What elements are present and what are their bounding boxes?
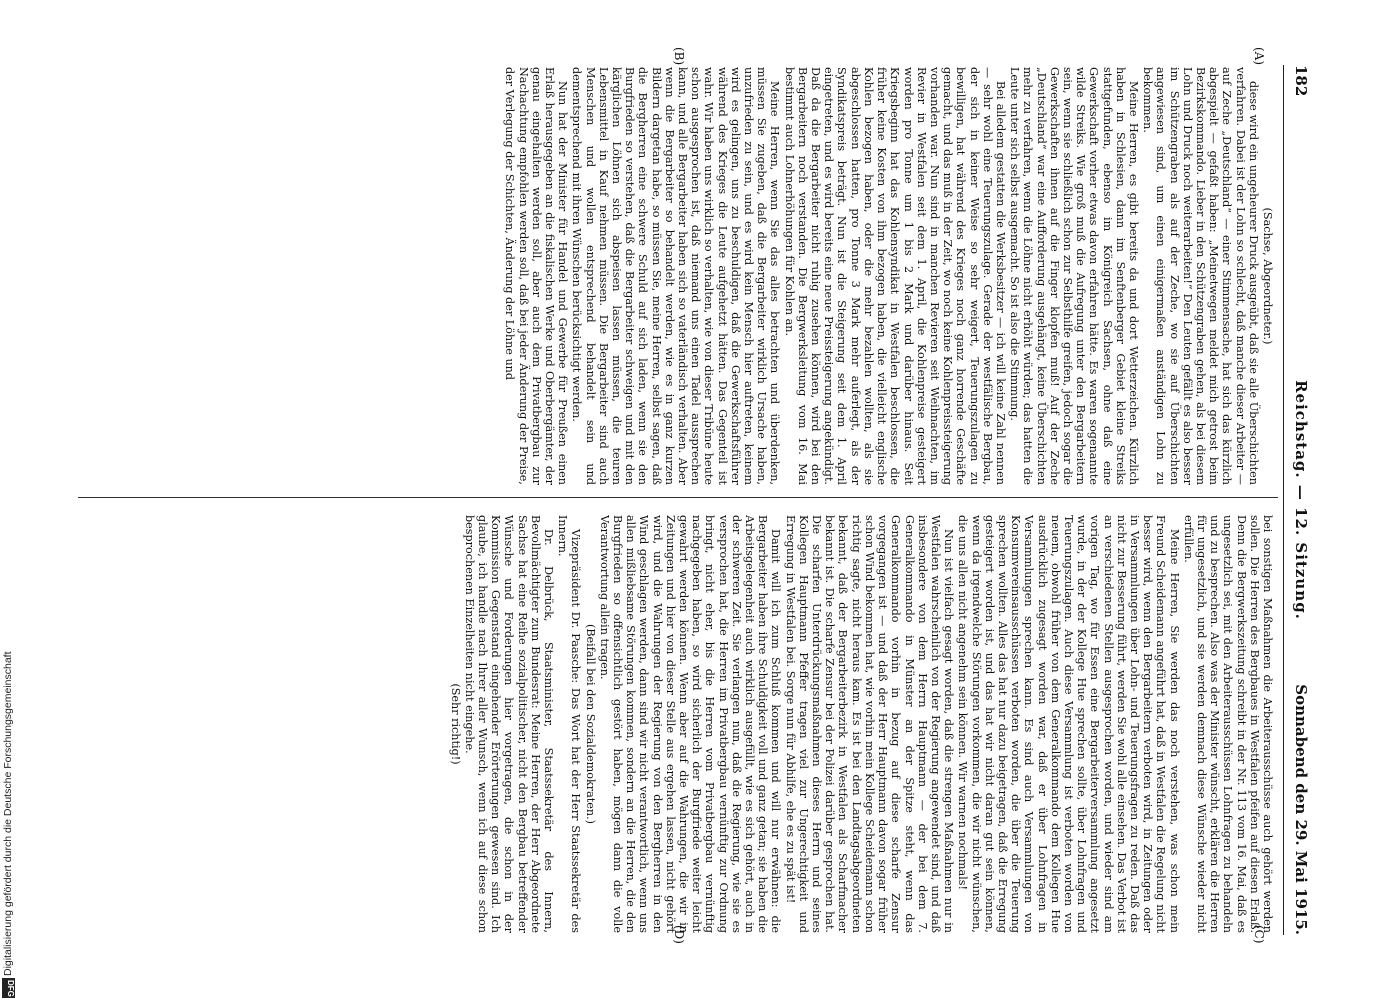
column-divider: [78, 497, 1278, 498]
paragraph: Nun hat der Minister für Handel und Gewerbe für Preußen einen Erlaß herausgegeben an die fiskalischen Werke und Oberbergämter, der genau eingehalten werden soll, aber auch dem Privatbergbau zur Nachachtung empfohlen werden soll, daß bei jeder Änderung der Preise, der Verlegung der Schichten, Änderung der Löhne und: [503, 67, 570, 485]
paragraph: Meine Herren, es gibt bereits da und dort Wetterzeichen. Kürzlich haben in Schlesien, dann im Senftenberger Gebiet kleine Streiks stattgefunden, ebenso im Königreich Sachsen, ohne daß eine Gewerkschaft vorher etwas davon erfahren hätte. Es waren sogenannte wilde Streiks. Wie groß muß die Aufregung unter den Bergarbeitern sein, wenn sie schließlich schon zur Selbsthilfe greifen, jedoch sogar die Gewerkschaften ihnen auf die Finger klopfen muß! Auf der Zeche „Deutschland“ war eine Aufforderung ausgehängt, keine Überschichten mehr zu verfahren, wenn die Löhne nicht erhöht würden; das hatten die Leute unter sich selbst ausgemacht. So ist also die Stimmung.: [1008, 67, 1140, 485]
credit-text: Digitalisierung gefördert durch die Deutsche Forschungsgemeinschaft: [2, 651, 14, 976]
paragraph: Bei alledem gestatten die Werksbesitzer — ich will keine Zahl nennen — sehr wohl eine Teuerungszulage. Gerade der westfälische Bergbau, der sich in keiner Weise so sehr weigert, Teuerungszulagen zu bewilligen, hat während des Krieges noch ganz horrende Geschäfte gemacht, und das muß in der Zeit, wo noch keine Kohlenpreissteigerung vorhanden war. Nun sind in manchen Revieren seit Weihnachten, im Revier in Westfalen seit dem 1. April, die Kohlenpreise gesteigert worden pro Tonne um 1 bis 2 Mark und darüber hinaus. Seit Kriegsbeginn hat das Kohlensyndikat in Westfalen beschlossen, die früher keine Kosten von ihm bezogen haben, die vielleicht englische Kohlen bezogen haben, oder die mehr bezahlen wollten, als sie abgeschlossen hatten, pro Tonne 3 Mark mehr auferlegt, als der Syndikatspreis beträgt. Nun ist die Steigerung seit dem 1. April eingetreten, und es wird bereits eine neue Preissteigerung angekündigt. Daß da die Bergarbeiter nicht ruhig zusehen können, wird bei den Bergarbeitern noch verstanden. Die Bergwerksleitung vom 16. Mai bestimmt auch Lohnerhöhungen für Kohlen an.: [782, 67, 1007, 485]
dfg-logo: DFG: [2, 978, 15, 998]
dfg-credit-strip: [0, 606, 16, 998]
session-date: Sonnabend den 29. Mai 1915.: [1292, 684, 1310, 935]
applause-note: (Beifall bei den Sozialdemokraten.): [583, 623, 597, 825]
right-text-column: [84, 515, 1274, 933]
header-rule: [1283, 65, 1284, 935]
vice-president-remark: Vizepräsident Dr. Paasche: Das Wort hat der Herr Staatssekretär des Innern.: [556, 515, 583, 933]
margin-letter-d: (D): [672, 925, 686, 944]
left-text-column: [94, 67, 1274, 485]
paragraph: Damit will ich zum Schluß kommen und will nur erwähnen: die Bergarbeiter haben ihre Schuldigkeit voll und ganz getan; sie haben die Arbeitsgelegenheit auch wirklich ausgefüllt, wie es sich gehört, auch in der schweren Zeit. Sie verlangen nun, daß die Regierung, wie sie es versprochen hat, die Herren im Privatbergbau vernünftig zur Ordnung bringt, nicht eher, bis die Herren vom Privatbergbau vernünftig nachgegeben haben, so wird sicherlich der Burgfriede weiter leicht gewahrt werden können. Wenn aber auf die Wahrungen, die wir in Zeitungen und hier von dieser Stelle aus ergehen lassen, nicht gehört wird, und die Wahrungen der Regierung von den Bergherren in den Wind geschlagen werden, dann sind wir nicht verantwortlich, wenn uns allen mißliebsame Störungen kommen, sondern an die Herren, die den Burgfrieden so offensichtlich gestört haben, mögen dann die volle Verantwortung allein tragen.: [597, 515, 783, 933]
paragraph: Meine Herren, Sie werden das noch verstehen, was schon mein Freund Scheidemann angeführt hat, daß in Westfalen die Regelung nicht besser wird, wenn den Bergarbeitern verboten wird, in Zeitungen oder in Versammlungen über Lohn- und Teuerungsfragen zu reden. Daß das nicht zur Besserung führt, werden Sie wohl alle einsehen. Das Verbot ist an verschiedenen Stellen ausgesprochen worden, und wieder sind am vorigen Tag, wo für Essen eine Bergarbeiterversammlung angesetzt wurde, in der der Kollege Hue sprechen sollte, über Lohnfragen und Teuerungszulagen. Auch diese Versammlung ist verboten worden von neuem, obwohl früher von dem Generalkommando dem Kollegen Hue ausdrücklich zugesagt worden war, daß er über Lohnfragen in Versammlungen sprechen kann. Es sind auch Versammlungen von Konsumvereinsausschüssen verboten worden, die über die Teuerung sprechen wollten. Alles das hat nur dazu beigetragen, daß die Erregung gesteigert worden ist, und das hat wir nicht daran gut sein können, wenn da irgendwelche Störungen vorkommen, die wir nicht wünschen, die uns allen nicht angenehm sein können. Wir warnen nochmals!: [956, 515, 1181, 933]
margin-letter-b: (B): [672, 47, 686, 66]
margin-letter-a: (A): [1252, 47, 1266, 66]
page-number: 182: [1292, 65, 1310, 97]
paragraph: Meine Herren, wenn Sie das alles betrachten und überdenken, müssen Sie zugeben, daß die Bergarbeiter wirklich Ursache haben, unzufrieden zu sein, und es wird kein Mensch hier auftreten, keinem wird es gelingen, uns zu beschuldigen, daß die Gewerkschaftsführer während des Krieges die Leute aufgehetzt hätten. Das Gegenteil ist wahr. Wir haben uns wirklich so verhalten, wie von dieser Tribüne heute schon ausgesprochen ist, daß niemand uns einen Tadel aussprechen kann, und alle Bergarbeiter haben sich so vaterländisch verhalten. Aber wenn die Bergarbeiter so behandelt werden, wie es in ganz kurzen Bildern dargetan habe, so müssen Sie, meine Herren, selbst sagen, daß die Bergherren eine schwere Schuld auf sich laden, wenn sie den Burgfrieden so verstehen, daß die Bergarbeiter schweigen und mit den kärglichen Löhnen sich abspeisen lassen müssen, die teuren Lebensmittel in Kauf nehmen müssen. Die Bergarbeiter sind auch Menschen und wollen entsprechend behandelt sein und dementsprechend mit ihren Wünschen berücksichtigt werden.: [570, 67, 782, 485]
rotated-document-page: [68, 45, 1318, 955]
page-header: [1284, 65, 1310, 935]
applause-note: (Sehr richtig!): [448, 683, 462, 765]
page-title: Reichstag. — 12. Sitzung.: [1292, 380, 1310, 620]
delbrueck-speech: Dr. Delbrück, Staatsminister, Staatssekretär des Innern, Bevollmächtigter zum Bundesrat: Meine Herren, der Herr Abgeordnete Sachse hat eine Reihe sozialpolitischer, nicht den Bergbau betreffender Wünsche und Forderungen hier vorgetragen, die schon in der Kommission Gegenstand eingehender Erörterungen gewesen sind. Ich glaube, ich handle nach Ihrer aller Wunsch, wenn ich auf diese schon besprochenen Einzelheiten nicht eingehe.: [462, 515, 556, 933]
speaker-line: (Sachse, Abgeordneter.): [1261, 207, 1274, 345]
paragraph: Nun ist vielfach gesagt worden, daß die strengen Maßnahmen nur in Westfalen wahrscheinlich von der Regierung angewendet sind, und daß insbesondere von dem Herrn Hauptmann — der bei dem 7. Generalkommando in Münster an der Spitze steht, wenn das Generalkommando vorhin in bezug auf diese scharfe Zensur vorgegangen ist — und daß der Herr Hauptmann davon sogar früher schon Wind bekommen hat, wie vorhin mein Kollege Scheidemann schon richtig sagte, nicht heraus kam. Es ist bei den Landtagsabgeordneten bekannt, daß der Bergarbeiterbezirk in Westfalen als Scharfmacher bekannt ist. Die scharfe Zensur bei der Polizei darüber gesprochen hat. Die scharfen Unterdrückungsmaßnahmen dieses Herrn und seines Kollegen Hauptmann Pfeffer tragen viel zur Ungerechtigkeit und Erregung in Westfalen bei. Sorge nun für Abhilfe, ehe es zu spät ist!: [783, 515, 956, 933]
paragraph: bei sonstigen Maßnahmen die Arbeiterausschüsse auch gehört werden sollen. Die Herren des Bergbaues in Westfalen pfeifen auf diesen Erlaß. Denn die Bergwerkszeitung schreibt in der Nr. 113 vom 16. Mai, daß es ungesetzlich sei, mit den Arbeiterausschüssen Lohnfragen zu behandeln und zu besprechen. Also was der Minister wünscht, erklären die Herren für ungesetzlich, und sie werden demnach diese Wünsche wieder nicht erfüllen.: [1181, 515, 1274, 933]
margin-letter-c: (C): [1252, 925, 1266, 944]
paragraph: diese wird ein ungeheurer Druck ausgeübt, daß sie alle Überschichten verfahren. Dabei ist der Lohn so schlecht, daß manche dieser Arbeiter — auf Zeche „Deutschland“ — einer Stimmensache, hat sich das kürzlich abgespielt — gefaßt haben: „Meinetwegen meldet mich getrost beim Bezirkskommando. Lieber in den Schützengraben gehen, als bei diesem Lohn und Druck noch weiterarbeiten!“ Den Leuten gefällt es also besser im Schützengraben als auf der Zeche, wo sie auf Überschichten angewiesen sind, um einen einigermaßen anständigen Lohn zu bekommen.: [1141, 67, 1260, 485]
